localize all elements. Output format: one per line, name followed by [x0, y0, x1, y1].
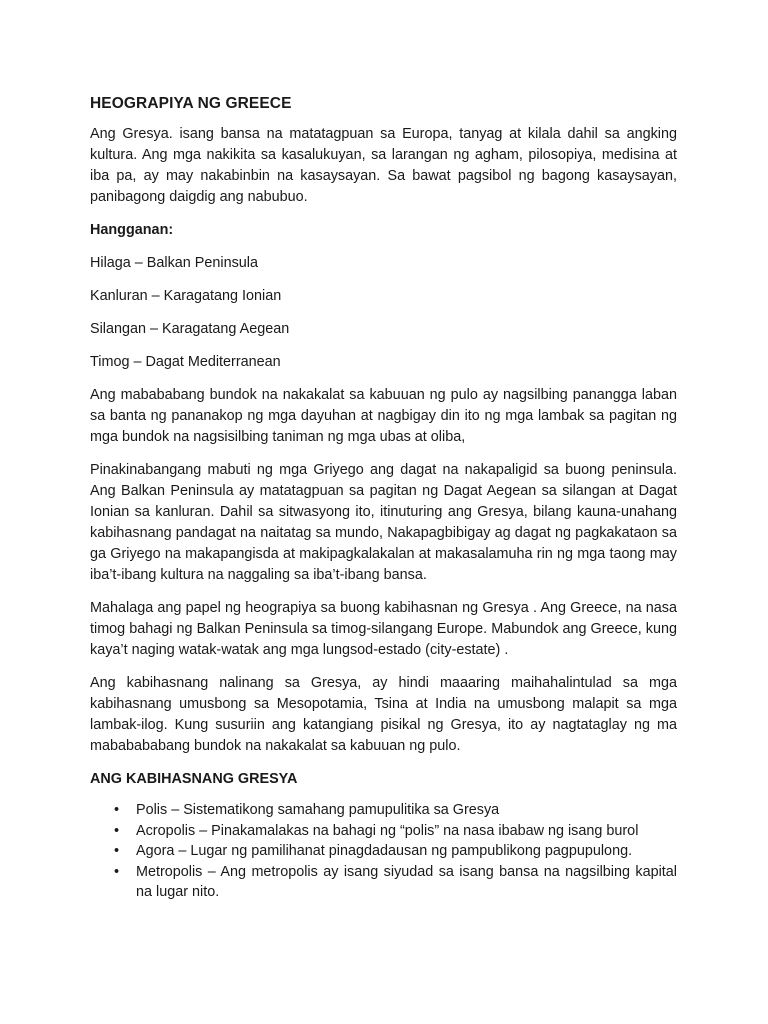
- bullet-icon: •: [114, 863, 120, 880]
- document-page: [90, 93, 677, 903]
- list-item-text: Metropolis – Ang metropolis ay isang siyudad sa isang bansa na nagsilbing kapital na lugar nito.: [136, 863, 677, 900]
- paragraph-sea: Pinakinabangang mabuti ng mga Griyego ang dagat na nakapaligid sa buong peninsula. Ang Balkan Peninsula ay matatagpuan sa pagitan ng Dagat Aegean sa silangan at Dagat Ionian sa kanluran. Dahil sa sitwasyong ito, itinuturing ang Gresya, bilang kauna-unahang kabihasnang pandagat na naitatag sa mundo, Nakapagbibigay ag dagat ng pagkakataon sa ga Griyego na makapangisda at makipagkalakalan at makasalamuha rin ng mga taong may iba’t-ibang kultura na naggaling sa iba’t-ibang bansa.: [90, 462, 677, 583]
- list-item: [114, 800, 677, 821]
- section-title: ANG KABIHASNANG GRESYA: [90, 771, 298, 787]
- bullet-icon: •: [114, 843, 120, 859]
- border-east: Silangan – Karagatang Aegean: [90, 321, 290, 337]
- border-west: Kanluran – Karagatang Ionian: [90, 288, 282, 304]
- terms-list: [90, 800, 677, 903]
- list-item-text: Agora – Lugar ng pamilihanat pinagdadausan ng pampublikong pagpupulong.: [136, 843, 633, 859]
- border-north: Hilaga – Balkan Peninsula: [90, 255, 259, 271]
- list-item-text: Acropolis – Pinakamalakas na bahagi ng “polis” na nasa ibabaw ng isang burol: [136, 822, 639, 839]
- paragraph-mountains: Ang mabababang bundok na nakakalat sa kabuuan ng pulo ay nagsilbing panangga laban sa banta ng pananakop ng mga dayuhan at nagbigay din ito ng mga lambak sa pagitan ng mga bundok na nagsisilbing taniman ng mga ubas at oliba,: [90, 387, 677, 445]
- bullet-icon: •: [114, 802, 120, 818]
- border-south: Timog – Dagat Mediterranean: [90, 354, 281, 370]
- paragraph-civilization-comparison: Ang kabihasnang nalinang sa Gresya, ay hindi maaaring maihahalintulad sa mga kabihasnang umusbong sa Mesopotamia, Tsina at India na umusbong malapit sa mga lambak-ilog. Kung susuriin ang katangiang pisikal ng Gresya, ito ay nagtataglay ng ma mababababang bundok na nakakalat sa kabuuan ng pulo.: [90, 675, 677, 754]
- intro-paragraph: Ang Gresya. isang bansa na matatagpuan sa Europa, tanyag at kilala dahil sa angking kultura. Ang mga nakikita sa kasalukuyan, sa larangan ng agham, pilosopiya, medisina at iba pa, ay may nakabinbin na kasaysayan. Sa bawat pagsibol ng bagong kasaysayan, panibagong daigdig ang nabubuo.: [90, 126, 677, 205]
- borders-heading: Hangganan:: [90, 222, 174, 238]
- list-item: [114, 862, 677, 903]
- list-item-text: Polis – Sistematikong samahang pamupulitika sa Gresya: [136, 802, 500, 818]
- document-title: HEOGRAPIYA NG GREECE: [90, 95, 292, 112]
- bullet-icon: •: [114, 822, 120, 839]
- list-item: [114, 821, 677, 842]
- paragraph-geography-role: Mahalaga ang papel ng heograpiya sa buong kabihasnan ng Gresya . Ang Greece, na nasa timog bahagi ng Balkan Peninsula sa timog-silangang Europe. Mabundok ang Greece, kung kaya’t naging watak-watak ang mga lungsod-estado (city-estate) .: [90, 600, 677, 658]
- list-item: [114, 841, 677, 862]
